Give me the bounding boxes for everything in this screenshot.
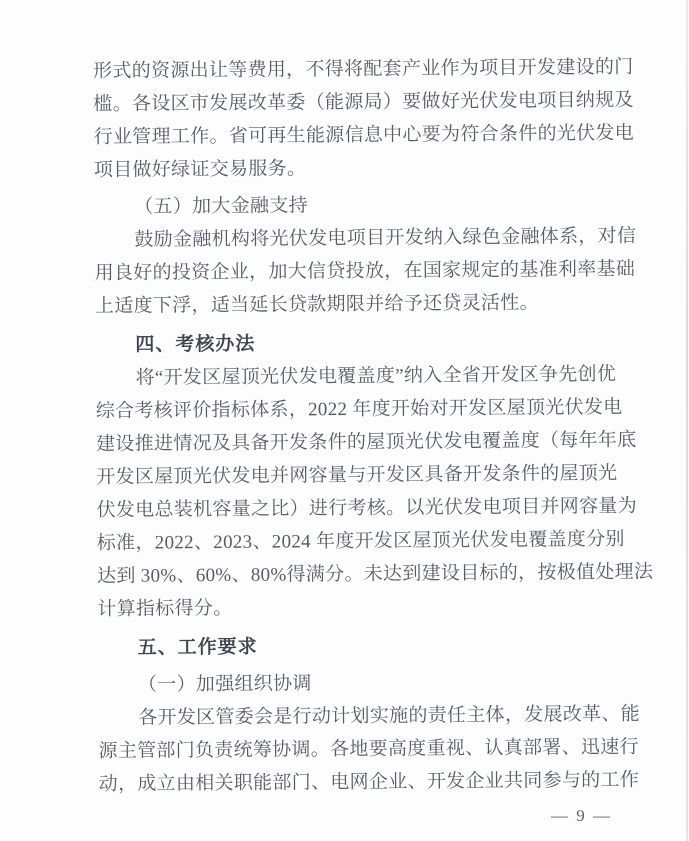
body-line: 计算指标得分。	[97, 597, 233, 620]
subsection-heading-5: （五）加大金融支持	[134, 195, 308, 218]
body-line: 建设推进情况及具备开发条件的屋顶光伏发电覆盖度（每年年底	[95, 429, 637, 455]
body-line: 形式的资源出让等费用，不得将配套产业作为项目开发建设的门	[93, 56, 634, 82]
document-text-block	[93, 51, 654, 801]
body-line: 源主管部门负责统筹协调。各地要高度重视、认真部署、迅速行	[98, 736, 639, 762]
page-number: — 9 —	[551, 806, 612, 825]
body-line: 开发区屋顶光伏发电并网容量与开发区具备开发条件的屋顶光	[96, 462, 618, 488]
body-line: 伏发电总装机容量之比）进行考核。以光伏发电项目并网容量为	[96, 495, 638, 521]
body-line: 各开发区管委会是行动计划实施的责任主体，发展改革、能	[138, 703, 641, 729]
body-line: 用良好的投资企业，加大信贷投放，在国家规定的基准利率基础	[94, 258, 636, 284]
body-line: 槛。各设区市发展改革委（能源局）要做好光伏发电项目纳规及	[93, 89, 634, 115]
body-line: 项目做好绿证交易服务。	[93, 158, 307, 181]
body-line: 行业管理工作。省可再生能源信息中心要为符合条件的光伏发电	[93, 122, 635, 148]
section-heading-4: 四、考核办法	[135, 333, 256, 356]
body-line: 将“开发区屋顶光伏发电覆盖度”纳入全省开发区争先创优	[135, 363, 617, 389]
body-line: 标准，2022、2023、2024 年度开发区屋顶光伏发电覆盖度分别	[96, 528, 625, 554]
subsection-heading-1: （一）加强组织协调	[137, 673, 312, 696]
body-line: 动，成立由相关职能部门、电网企业、开发企业共同参与的工作	[98, 769, 640, 795]
body-line: 综合考核评价指标体系，2022 年度开始对开发区屋顶光伏发电	[95, 396, 623, 422]
body-line: 上适度下浮，适当延长贷款期限并给予还贷灵活性。	[94, 292, 539, 317]
scan-edge-shadow	[686, 0, 688, 841]
section-heading-5: 五、工作要求	[137, 636, 258, 659]
body-line: 鼓励金融机构将光伏发电项目开发纳入绿色金融体系，对信	[134, 225, 637, 251]
body-line: 达到 30%、60%、80%得满分。未达到建设目标的，按极值处理法	[97, 561, 654, 587]
